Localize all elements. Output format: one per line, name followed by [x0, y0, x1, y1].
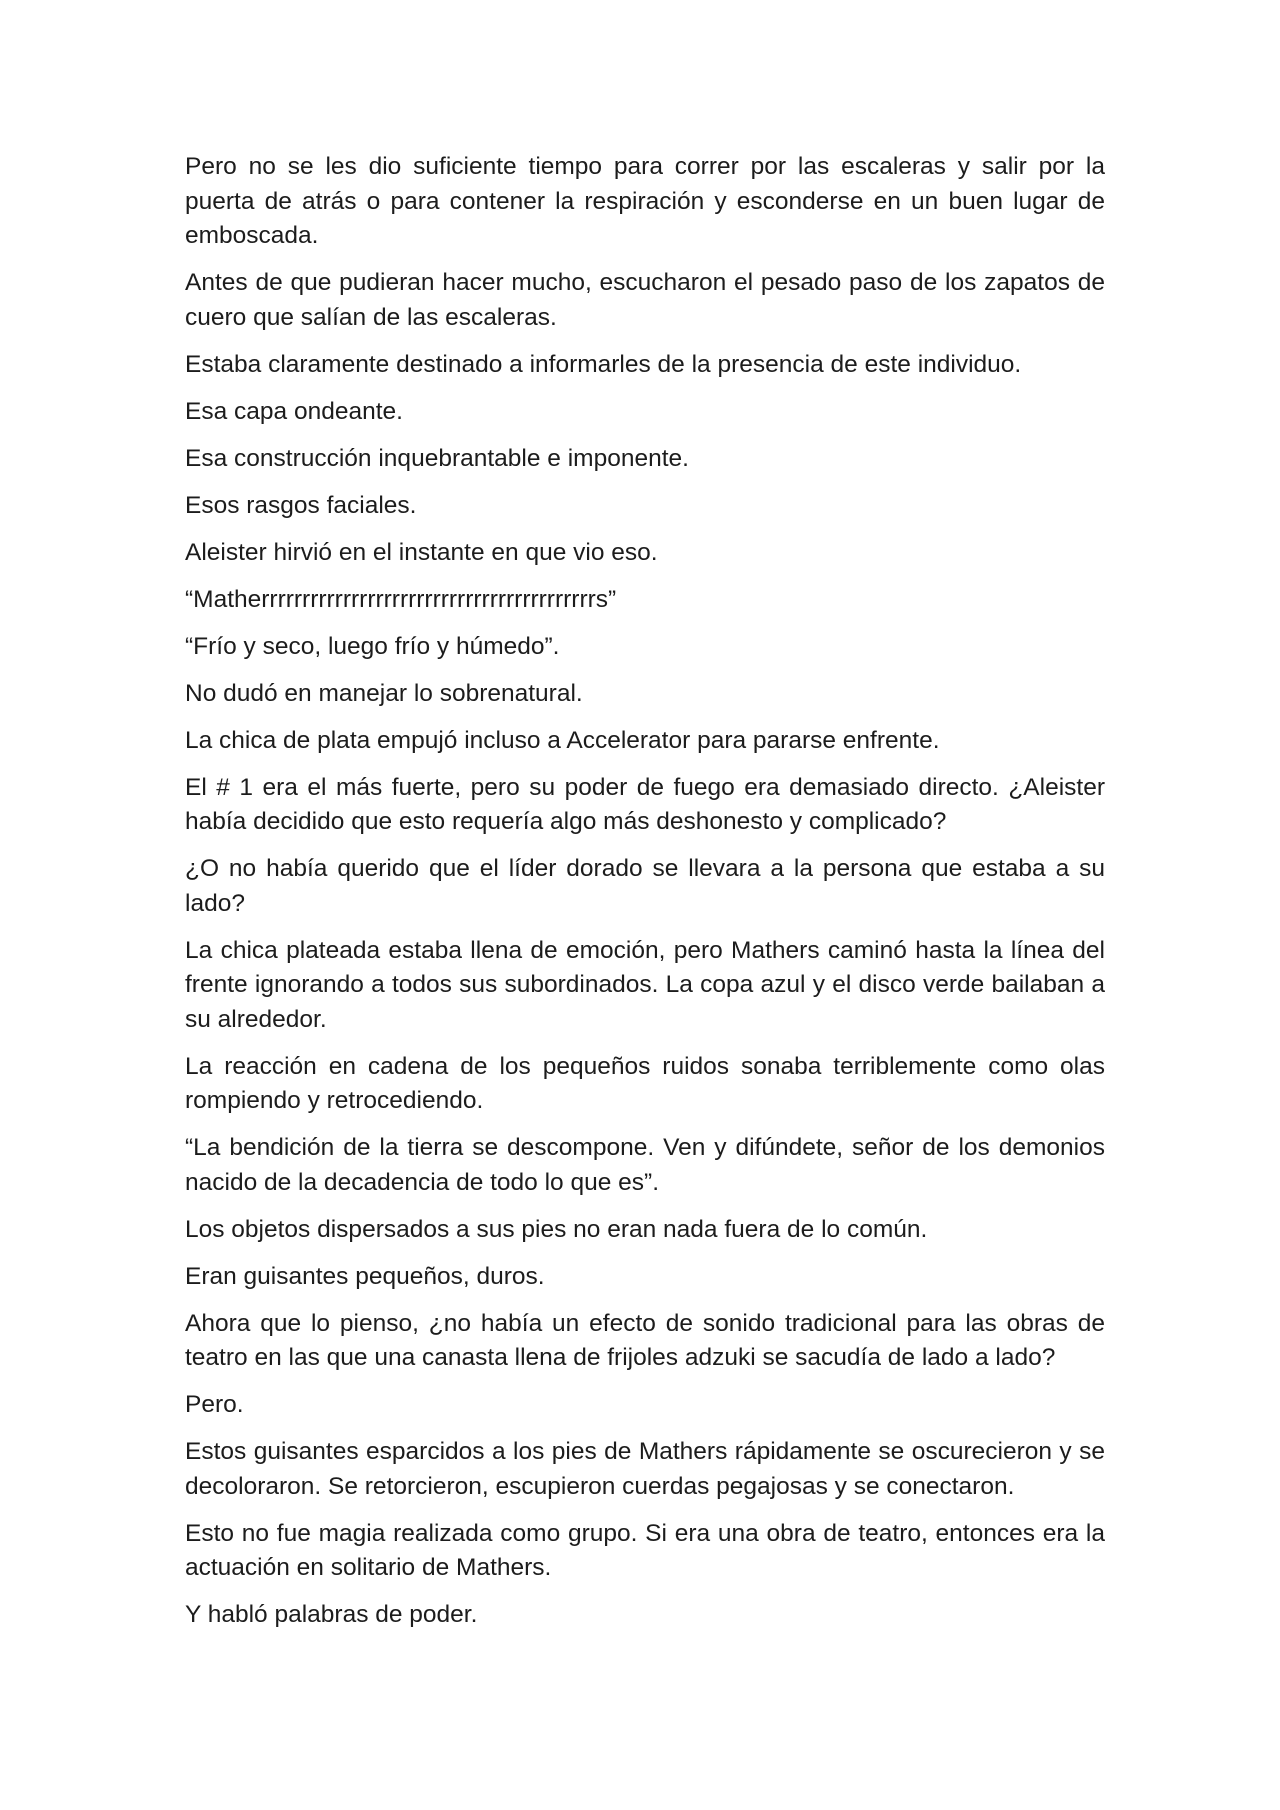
paragraph: Aleister hirvió en el instante en que vio eso. — [185, 538, 658, 566]
paragraph: Esa capa ondeante. — [185, 397, 403, 425]
paragraph: La chica de plata empujó incluso a Accelerator para pararse enfrente. — [185, 726, 940, 754]
paragraph: Esto no fue magia realizada como grupo. Si era una obra de teatro, entonces era la actuación en solitario de Mathers. — [185, 1519, 1105, 1581]
paragraph: Eran guisantes pequeños, duros. — [185, 1262, 545, 1290]
paragraph: Pero no se les dio suficiente tiempo para correr por las escaleras y salir por la puerta de atrás o para contener la respiración y esconderse en un buen lugar de emboscada. — [185, 153, 1105, 249]
paragraph: Antes de que pudieran hacer mucho, escucharon el pesado paso de los zapatos de cuero que salían de las escaleras. — [185, 269, 1105, 331]
paragraph: Esos rasgos faciales. — [185, 491, 417, 519]
paragraph: La reacción en cadena de los pequeños ruidos sonaba terriblemente como olas rompiendo y retrocediendo. — [185, 1052, 1105, 1114]
document-body — [185, 150, 1105, 1633]
paragraph: Pero. — [185, 1391, 244, 1418]
paragraph: “Frío y seco, luego frío y húmedo”. — [185, 632, 560, 660]
paragraph: Estos guisantes esparcidos a los pies de Mathers rápidamente se oscurecieron y se decoloraron. Se retorcieron, escupieron cuerdas pegajosas y se conectaron. — [185, 1438, 1105, 1500]
paragraph: Esa construcción inquebrantable e imponente. — [185, 444, 689, 472]
paragraph: “La bendición de la tierra se descompone. Ven y difúndete, señor de los demonios nacido de la decadencia de todo lo que es”. — [185, 1134, 1105, 1196]
paragraph: Estaba claramente destinado a informarles de la presencia de este individuo. — [185, 350, 1022, 378]
paragraph: Ahora que lo pienso, ¿no había un efecto de sonido tradicional para las obras de teatro en las que una canasta llena de frijoles adzuki se sacudía de lado a lado? — [185, 1309, 1105, 1371]
paragraph: ¿O no había querido que el líder dorado se llevara a la persona que estaba a su lado? — [185, 855, 1105, 917]
paragraph: La chica plateada estaba llena de emoción, pero Mathers caminó hasta la línea del frente ignorando a todos sus subordinados. La copa azul y el disco verde bailaban a su alrededor. — [185, 936, 1105, 1033]
paragraph: “Matherrrrrrrrrrrrrrrrrrrrrrrrrrrrrrrrrrrrrrrrrs” — [185, 585, 617, 613]
paragraph: Y habló palabras de poder. — [185, 1601, 478, 1628]
paragraph: El # 1 era el más fuerte, pero su poder de fuego era demasiado directo. ¿Aleister había decidido que esto requería algo más deshonesto y complicado? — [185, 773, 1105, 835]
paragraph: No dudó en manejar lo sobrenatural. — [185, 679, 583, 707]
paragraph: Los objetos dispersados a sus pies no eran nada fuera de lo común. — [185, 1215, 928, 1243]
